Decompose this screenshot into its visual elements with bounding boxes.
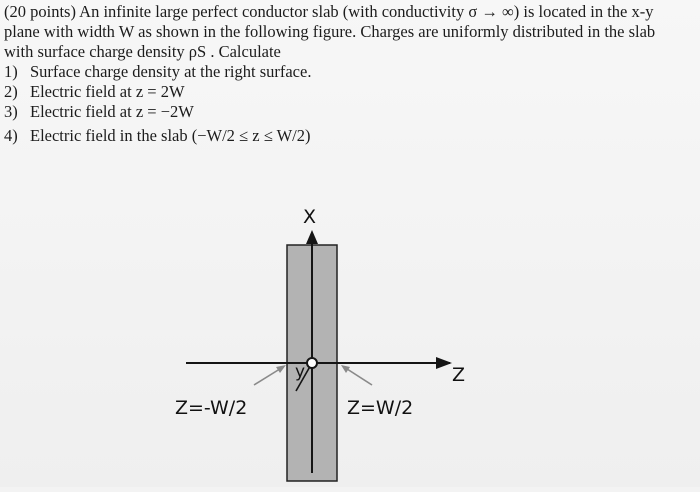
origin-marker	[307, 358, 317, 368]
left-surface-label: Z=-W/2	[175, 397, 248, 419]
question-text: Surface charge density at the right surface.	[30, 62, 312, 81]
left-surface-pointer-head	[276, 365, 286, 373]
question-number: 2)	[4, 82, 18, 101]
problem-line-3: with surface charge density ρS . Calculate	[4, 42, 281, 61]
x-axis-arrowhead	[306, 230, 318, 244]
right-surface-pointer-head	[341, 365, 350, 373]
question-text: Electric field in the slab (−W/2 ≤ z ≤ W/2)	[30, 126, 311, 145]
right-surface-label: Z=W/2	[347, 397, 414, 419]
z-axis-arrowhead	[436, 357, 452, 369]
question-number: 1)	[4, 62, 18, 81]
problem-line-2: plane with width W as shown in the following figure. Charges are uniformly distributed in the slab	[4, 22, 656, 41]
question-number: 3)	[4, 102, 18, 121]
question-text: Electric field at z = 2W	[30, 82, 185, 101]
problem-line-1: (20 points) An infinite large perfect conductor slab (with conductivity σ → ∞) is located in the x-y	[4, 2, 654, 21]
question-text: Electric field at z = −2W	[30, 102, 194, 121]
z-axis-label: Z	[452, 364, 466, 386]
question-number: 4)	[4, 126, 18, 145]
right-surface-pointer	[344, 367, 372, 385]
y-axis-label: y	[295, 362, 306, 382]
x-axis-label: X	[303, 206, 317, 228]
